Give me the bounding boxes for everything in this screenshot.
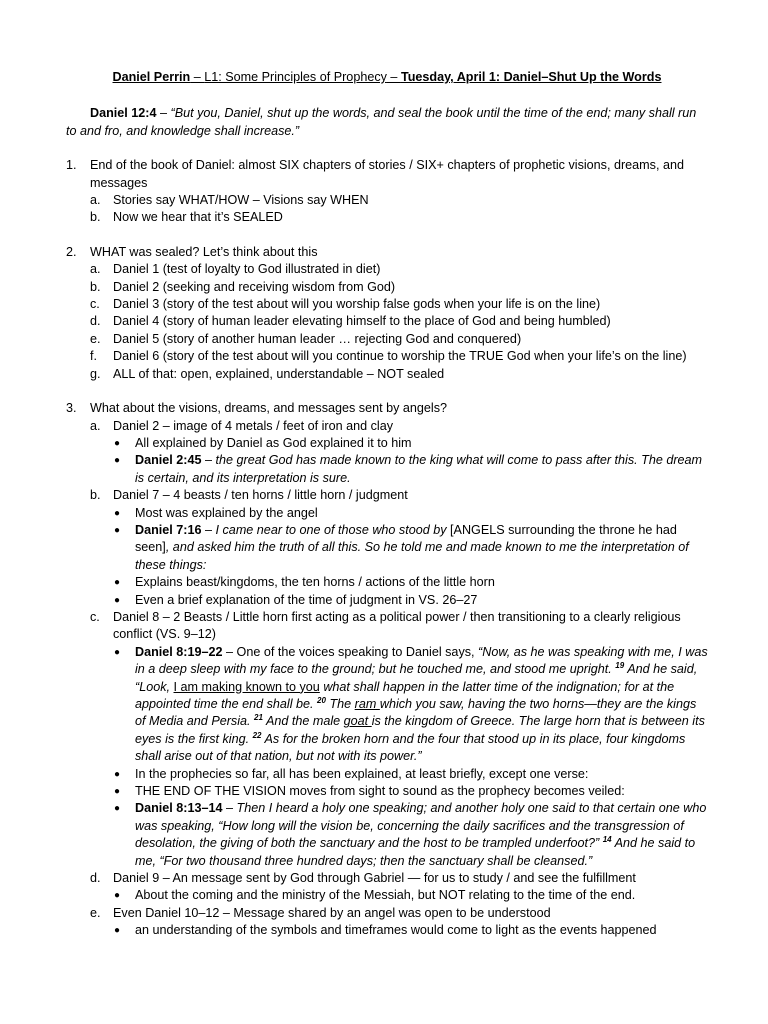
lesson-title: L1: Some Principles of Prophecy (204, 70, 387, 84)
key-verse-ref: Daniel 12:4 (90, 106, 157, 121)
bullet-item: ● THE END OF THE VISION moves from sight to sound as the prophecy becomes veiled: (113, 783, 708, 800)
bullet-icon: ● (114, 455, 121, 467)
list-item: e. Daniel 5 (story of another human leader … rejecting God and conquered) (90, 331, 522, 346)
author-name: Daniel Perrin (112, 70, 191, 84)
list-item: d. Daniel 4 (story of human leader elevating himself to the place of God and being humbled) (90, 314, 611, 329)
outline-section-2: 2. WHAT was sealed? Let’s think about this a. Daniel 1 (test of loyalty to God illustrated in diet) b. Daniel 2 (seeking and receiving wisdom from God) c. Daniel 3 (story of the test about will you worship false gods when your life is on the line) d. Daniel 4 (story of human leader elevating himself to the place of God and being humbled) e. Daniel 5 (story of another human leader … rejecting God and conquered) f. Daniel 6 (story of the test about will you continue to worship the TRUE God when your life’s on the line) g. ALL of that: open, explained, understandable – NOT sealed (66, 244, 708, 383)
bullet-list (113, 887, 708, 904)
bullet-item: ● an understanding of the symbols and timeframes would come to light as the events happened (113, 922, 708, 939)
bullet-item: ● Even a brief explanation of the time of judgment in VS. 26–27 (113, 592, 708, 609)
bullet-item: ● Daniel 8:19–22 – One of the voices speaking to Daniel says, “Now, as he was speaking with me, I was in a deep sleep with my face to the ground; but he touched me, and stood me upright. $^{19}$ And he said, “Look, I am making known to you what shall happen in the latter time of the indignation; for at the appointed time the end shall be. $^{20}$ The ram which you saw, having the two horns—they are the kings of Media and Persia. $^{21}$ And the male goat is the kingdom of Greece. The large horn that is between its eyes is the first king. $^{22}$ As for the broken horn and the four that stood up in its place, four kingdoms shall arise out of that nation, but not with its power.” (114, 644, 708, 764)
bullet-item: ● Daniel 8:13–14 – Then I heard a holy one speaking; and another holy one said to that certain one who was speaking, “How long will the vision be, concerning the daily sacrifices and the transgression of desolation, the giving of both the sanctuary and the host to be trampled underfoot?” $^{14}$ And he said to me, “For two thousand three hundred days; then the sanctuary shall be cleansed.” (114, 801, 707, 868)
outline-list (66, 157, 708, 939)
bullet-item: ● In the prophecies so far, all has been explained, at least briefly, except one verse: (113, 766, 708, 783)
list-item: b. Daniel 7 – 4 beasts / ten horns / little horn / judgment ● Most was explained by the angel ● Daniel 7:16 – I came near to one of those who stood by [ANGELS surrounding the throne he had seen], and asked him the truth of all this. So he told me and made known to me the interpretation of these things: ● Explains beast/kingdoms, the ten horns / actions of the little horn ● Even a brief explanation of the time of judgment in VS. 26–27 (90, 487, 708, 609)
bullet-list (113, 505, 708, 609)
bullet-icon: ● (114, 786, 121, 798)
bullet-icon: ● (114, 437, 121, 449)
section-heading: WHAT was sealed? Let’s think about this (90, 244, 318, 259)
section-heading: What about the visions, dreams, and messages sent by angels? (90, 401, 448, 416)
bullet-icon: ● (114, 646, 121, 658)
document-title: Daniel Perrin – L1: Some Principles of Prophecy – Tuesday, April 1: Daniel–Shut Up the Words (112, 70, 662, 84)
key-verse: Daniel 12:4 – “But you, Daniel, shut up the words, and seal the book until the time of the end; many shall run to and fro, and knowledge shall increase.” (66, 106, 697, 138)
outline-section-3: 3. What about the visions, dreams, and messages sent by angels? a. Daniel 2 – image of 4 metals / feet of iron and clay ● All explained by Daniel as God explained it to him ● Daniel 2:45 – the great God has made known to the king what will come to pass after this. The dream is certain, and its interpretation is sure. b. Daniel 7 – 4 beasts / ten horns / little horn / judgment ● Most was explained by the angel ● Daniel 7:16 – I came near to one of those who stood by [ANGELS surrounding the throne he had seen], and asked him the truth of all this. So he told me and made known to me the interpretation of these things: ● Explains beast/kingdoms, the ten horns / actions of the little horn ● Even a brief explanation of the time of judgment in VS. 26–27 c. Daniel 8 – 2 Beasts / Little horn first acting as a political power / then transitioning to a clearly religious conflict (VS. 9–12) ● Daniel 8:19–22 – One of the voices speaking to Daniel says, “Now, as he was speaking with me, I was in a deep sleep with my face to the ground; but he touched me, and stood me upright. $^{19}$ And he said, “Look, I am making known to you what shall happen in the latter time of the indignation; for at the appointed time the end shall be. $^{20}$ The ram which you saw, having the two horns—they are the kings of Media and Persia. $^{21}$ And the male goat is the kingdom of Greece. The large horn that is between its eyes is the first king. $^{22}$ As for the broken horn and the four that stood up in its place, four kingdoms shall arise out of that nation, but not with its power.” ● In the prophecies so far, all has been explained, at least briefly, except one verse: ● THE END OF THE VISION moves from sight to sound as the prophecy becomes veiled: ● Daniel 8:13–14 – Then I heard a holy one speaking; and another holy one said to that certain one who was speaking, “How long will the vision be, concerning the daily sacrifices and the transgression of desolation, the giving of both the sanctuary and the host to be trampled underfoot?” $^{14}$ And he said to me, “For two thousand three hundred days; then the sanctuary shall be cleansed.” d. Daniel 9 – An message sent by God through Gabriel — for us to study / and see the fulfillment ● About the coming and the ministry of the Messiah, but NOT relating to the time of the end. e. Even Daniel 10–12 – Message shared by an angel was open to be understood ● an understanding of the symbols and timeframes would come to light as the events happened (66, 400, 708, 940)
date-topic: Tuesday, April 1: Daniel–Shut Up the Words (400, 70, 662, 84)
list-item: e. Even Daniel 10–12 – Message shared by an angel was open to be understood ● an understanding of the symbols and timeframes would come to light as the events happened (90, 905, 708, 940)
list-item: f. Daniel 6 (story of the test about will you continue to worship the TRUE God when your life’s on the line) (90, 349, 687, 364)
list-item: g. ALL of that: open, explained, understandable – NOT sealed (90, 366, 445, 381)
sub-list (90, 192, 708, 227)
list-item: a. Stories say WHAT/HOW – Visions say WHEN (90, 193, 369, 208)
bullet-item: ● Explains beast/kingdoms, the ten horns / actions of the little horn (113, 574, 708, 591)
bullet-icon: ● (114, 594, 121, 606)
bullet-list (113, 644, 708, 870)
bullet-icon: ● (114, 803, 121, 815)
bullet-item: ● All explained by Daniel as God explained it to him (113, 435, 708, 452)
key-verse-text: “But you, Daniel, shut up the words, and seal the book until the time of the end; many shall run to and fro, and knowledge shall increase.” (66, 106, 697, 138)
outline-section-1: 1. End of the book of Daniel: almost SIX chapters of stories / SIX+ chapters of prophetic visions, dreams, and messages a. Stories say WHAT/HOW – Visions say WHEN b. Now we hear that it’s SEALED (66, 157, 708, 227)
list-item: a. Daniel 1 (test of loyalty to God illustrated in diet) (90, 262, 381, 277)
bullet-item: ● Daniel 7:16 – I came near to one of those who stood by [ANGELS surrounding the throne he had seen], and asked him the truth of all this. So he told me and made known to me the interpretation of these things: (114, 522, 689, 572)
bullet-icon: ● (114, 768, 121, 780)
bullet-icon: ● (114, 577, 121, 589)
sub-list (90, 418, 708, 940)
list-item: b. Daniel 2 (seeking and receiving wisdom from God) (90, 279, 396, 294)
sub-list (90, 261, 708, 383)
bullet-icon: ● (114, 524, 121, 536)
bullet-icon: ● (114, 507, 121, 519)
bullet-icon: ● (114, 925, 121, 937)
bullet-icon: ● (114, 890, 121, 902)
bullet-item: ● About the coming and the ministry of the Messiah, but NOT relating to the time of the end. (113, 887, 708, 904)
list-item: b. Now we hear that it’s SEALED (90, 210, 283, 225)
bullet-list (113, 435, 708, 487)
section-heading: End of the book of Daniel: almost SIX chapters of stories / SIX+ chapters of prophetic visions, dreams, and messages (90, 158, 684, 190)
list-item: a. Daniel 2 – image of 4 metals / feet of iron and clay ● All explained by Daniel as God explained it to him ● Daniel 2:45 – the great God has made known to the king what will come to pass after this. The dream is certain, and its interpretation is sure. (90, 418, 708, 488)
list-item: c. Daniel 3 (story of the test about will you worship false gods when your life is on the line) (90, 297, 601, 312)
bullet-item: ● Daniel 2:45 – the great God has made known to the king what will come to pass after this. The dream is certain, and its interpretation is sure. (114, 453, 703, 485)
list-item: c. Daniel 8 – 2 Beasts / Little horn first acting as a political power / then transitioning to a clearly religious conflict (VS. 9–12) ● Daniel 8:19–22 – One of the voices speaking to Daniel says, “Now, as he was speaking with me, I was in a deep sleep with my face to the ground; but he touched me, and stood me upright. $^{19}$ And he said, “Look, I am making known to you what shall happen in the latter time of the indignation; for at the appointed time the end shall be. $^{20}$ The ram which you saw, having the two horns—they are the kings of Media and Persia. $^{21}$ And the male goat is the kingdom of Greece. The large horn that is between its eyes is the first king. $^{22}$ As for the broken horn and the four that stood up in its place, four kingdoms shall arise out of that nation, but not with its power.” ● In the prophecies so far, all has been explained, at least briefly, except one verse: ● THE END OF THE VISION moves from sight to sound as the prophecy becomes veiled: ● Daniel 8:13–14 – Then I heard a holy one speaking; and another holy one said to that certain one who was speaking, “How long will the vision be, concerning the daily sacrifices and the transgression of desolation, the giving of both the sanctuary and the host to be trampled underfoot?” $^{14}$ And he said to me, “For two thousand three hundred days; then the sanctuary shall be cleansed.” (90, 609, 708, 870)
bullet-list (113, 922, 708, 939)
bullet-item: ● Most was explained by the angel (113, 505, 708, 522)
list-item: d. Daniel 9 – An message sent by God through Gabriel — for us to study / and see the fulfillment ● About the coming and the ministry of the Messiah, but NOT relating to the time of the end. (90, 870, 708, 905)
